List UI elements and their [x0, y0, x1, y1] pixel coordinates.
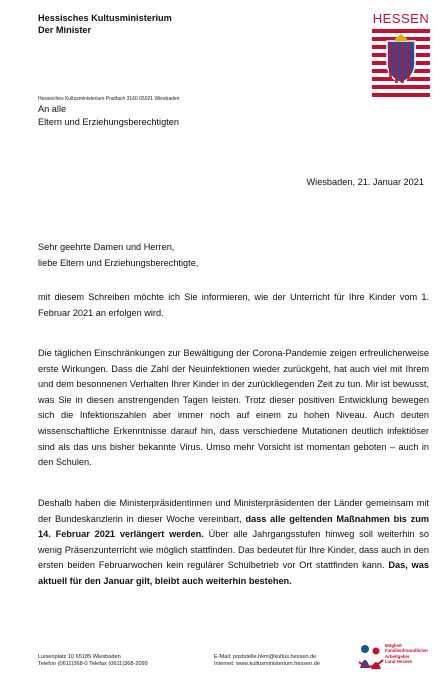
paragraph-pandemic: Die täglichen Einschränkungen zur Bewältigung der Corona-Pandemie zeigen erfreulicherweise erste Wirkungen. Dass die Zahl der Neuinfektionen wieder zurückgeht, hat auch viel mit Ihrem und dem besonnenen Verhalten Ihrer Kinder in der zurückliegenden Zeit zu tun. Mir ist bewusst, was Sie in diesen anstrengenden Tagen leisten. Trotz dieser positiven Entwicklung bewegen sich die Infektionszahlen aber immer noch auf einem zu hohen Niveau. Auch deuten wissenschaftliche Erkenntnisse darauf hin, dass verschiedene Mutationen deutlich infektiöser sind als das uns bisher bekannte Virus. Umso mehr Vorsicht ist momentan geboten – auch in den Schulen. [38, 348, 429, 468]
paragraph-measures-bold-2: Das, was aktuell für den Januar gilt, bleibt auch weiterhin bestehen. [38, 560, 429, 586]
badge-line-4: Land Hessen [385, 658, 413, 664]
badge-line-2: Familienfreundlicher [385, 648, 429, 654]
footer-contact [214, 654, 320, 668]
recipient-line-1: An alle [38, 104, 67, 114]
footer-web: Internet: www.kultusministerium.hessen.de [214, 661, 321, 667]
badge-line-3: Arbeitgeber [385, 653, 410, 659]
sender-minister: Der Minister [38, 25, 92, 35]
greeting-line-2: liebe Eltern und Erziehungsberechtigte, [38, 257, 199, 268]
hessen-coat-of-arms-icon [372, 29, 430, 97]
footer-address-line-1: Luisenplatz 10 65185 Wiesbaden [38, 654, 121, 660]
badge-text [385, 643, 431, 664]
recipient-line-2: Eltern und Erziehungsberechtigten [38, 116, 179, 127]
family-employer-badge [358, 642, 430, 672]
paragraph-measures-text-2: Über alle Jahrgangsstufen hinweg soll weiterhin so wenig Präsenzunterricht wie möglich stattfinden. Das bedeutet für Ihre Kinder, dass auch in den ersten beiden Februarwochen kein regulärer Schulbetrieb vor Ort stattfinden kann. [38, 529, 430, 571]
footer-address [38, 654, 148, 668]
greeting [38, 240, 429, 271]
paragraph-measures [38, 496, 429, 590]
badge-line-1: Mitglied [385, 643, 402, 648]
recipient-block [38, 103, 179, 128]
letter-date: Wiesbaden, 21. Januar 2021 [306, 177, 424, 187]
paragraph-measures-bold-1: dass alle geltenden Maßnahmen bis zum 14. Februar 2021 verlängert werden. [38, 513, 429, 540]
paragraph-intro: mit diesem Schreiben möchte ich Sie informieren, wie der Unterricht für Ihre Kinder vom 1. Februar 2021 an erfolgen wird. [38, 292, 429, 318]
paragraph-measures-text-1: Deshalb haben die Ministerpräsidentinnen und Ministerpräsidenten der Länder gemeinsam mit der Bundeskanzlerin in dieser Woche vereinbart, [38, 498, 429, 524]
greeting-line-1: Sehr geehrte Damen und Herren, [38, 242, 175, 252]
hessen-wordmark: HESSEN [372, 11, 430, 26]
sender-block [38, 12, 172, 36]
hessen-logo [370, 11, 432, 97]
footer-email: E-Mail: poststelle.hkm@kultus.hessen.de [214, 654, 317, 660]
sender-ministry: Hessisches Kultusministerium [38, 13, 172, 23]
family-figures-icon [358, 642, 384, 672]
footer-address-line-2: Telefon (0611)368-0 Telefax (0611)368-2099 [38, 661, 148, 667]
return-address: Hessisches Kultusministerium Postfach 3160 65021 Wiesbaden [38, 96, 180, 102]
